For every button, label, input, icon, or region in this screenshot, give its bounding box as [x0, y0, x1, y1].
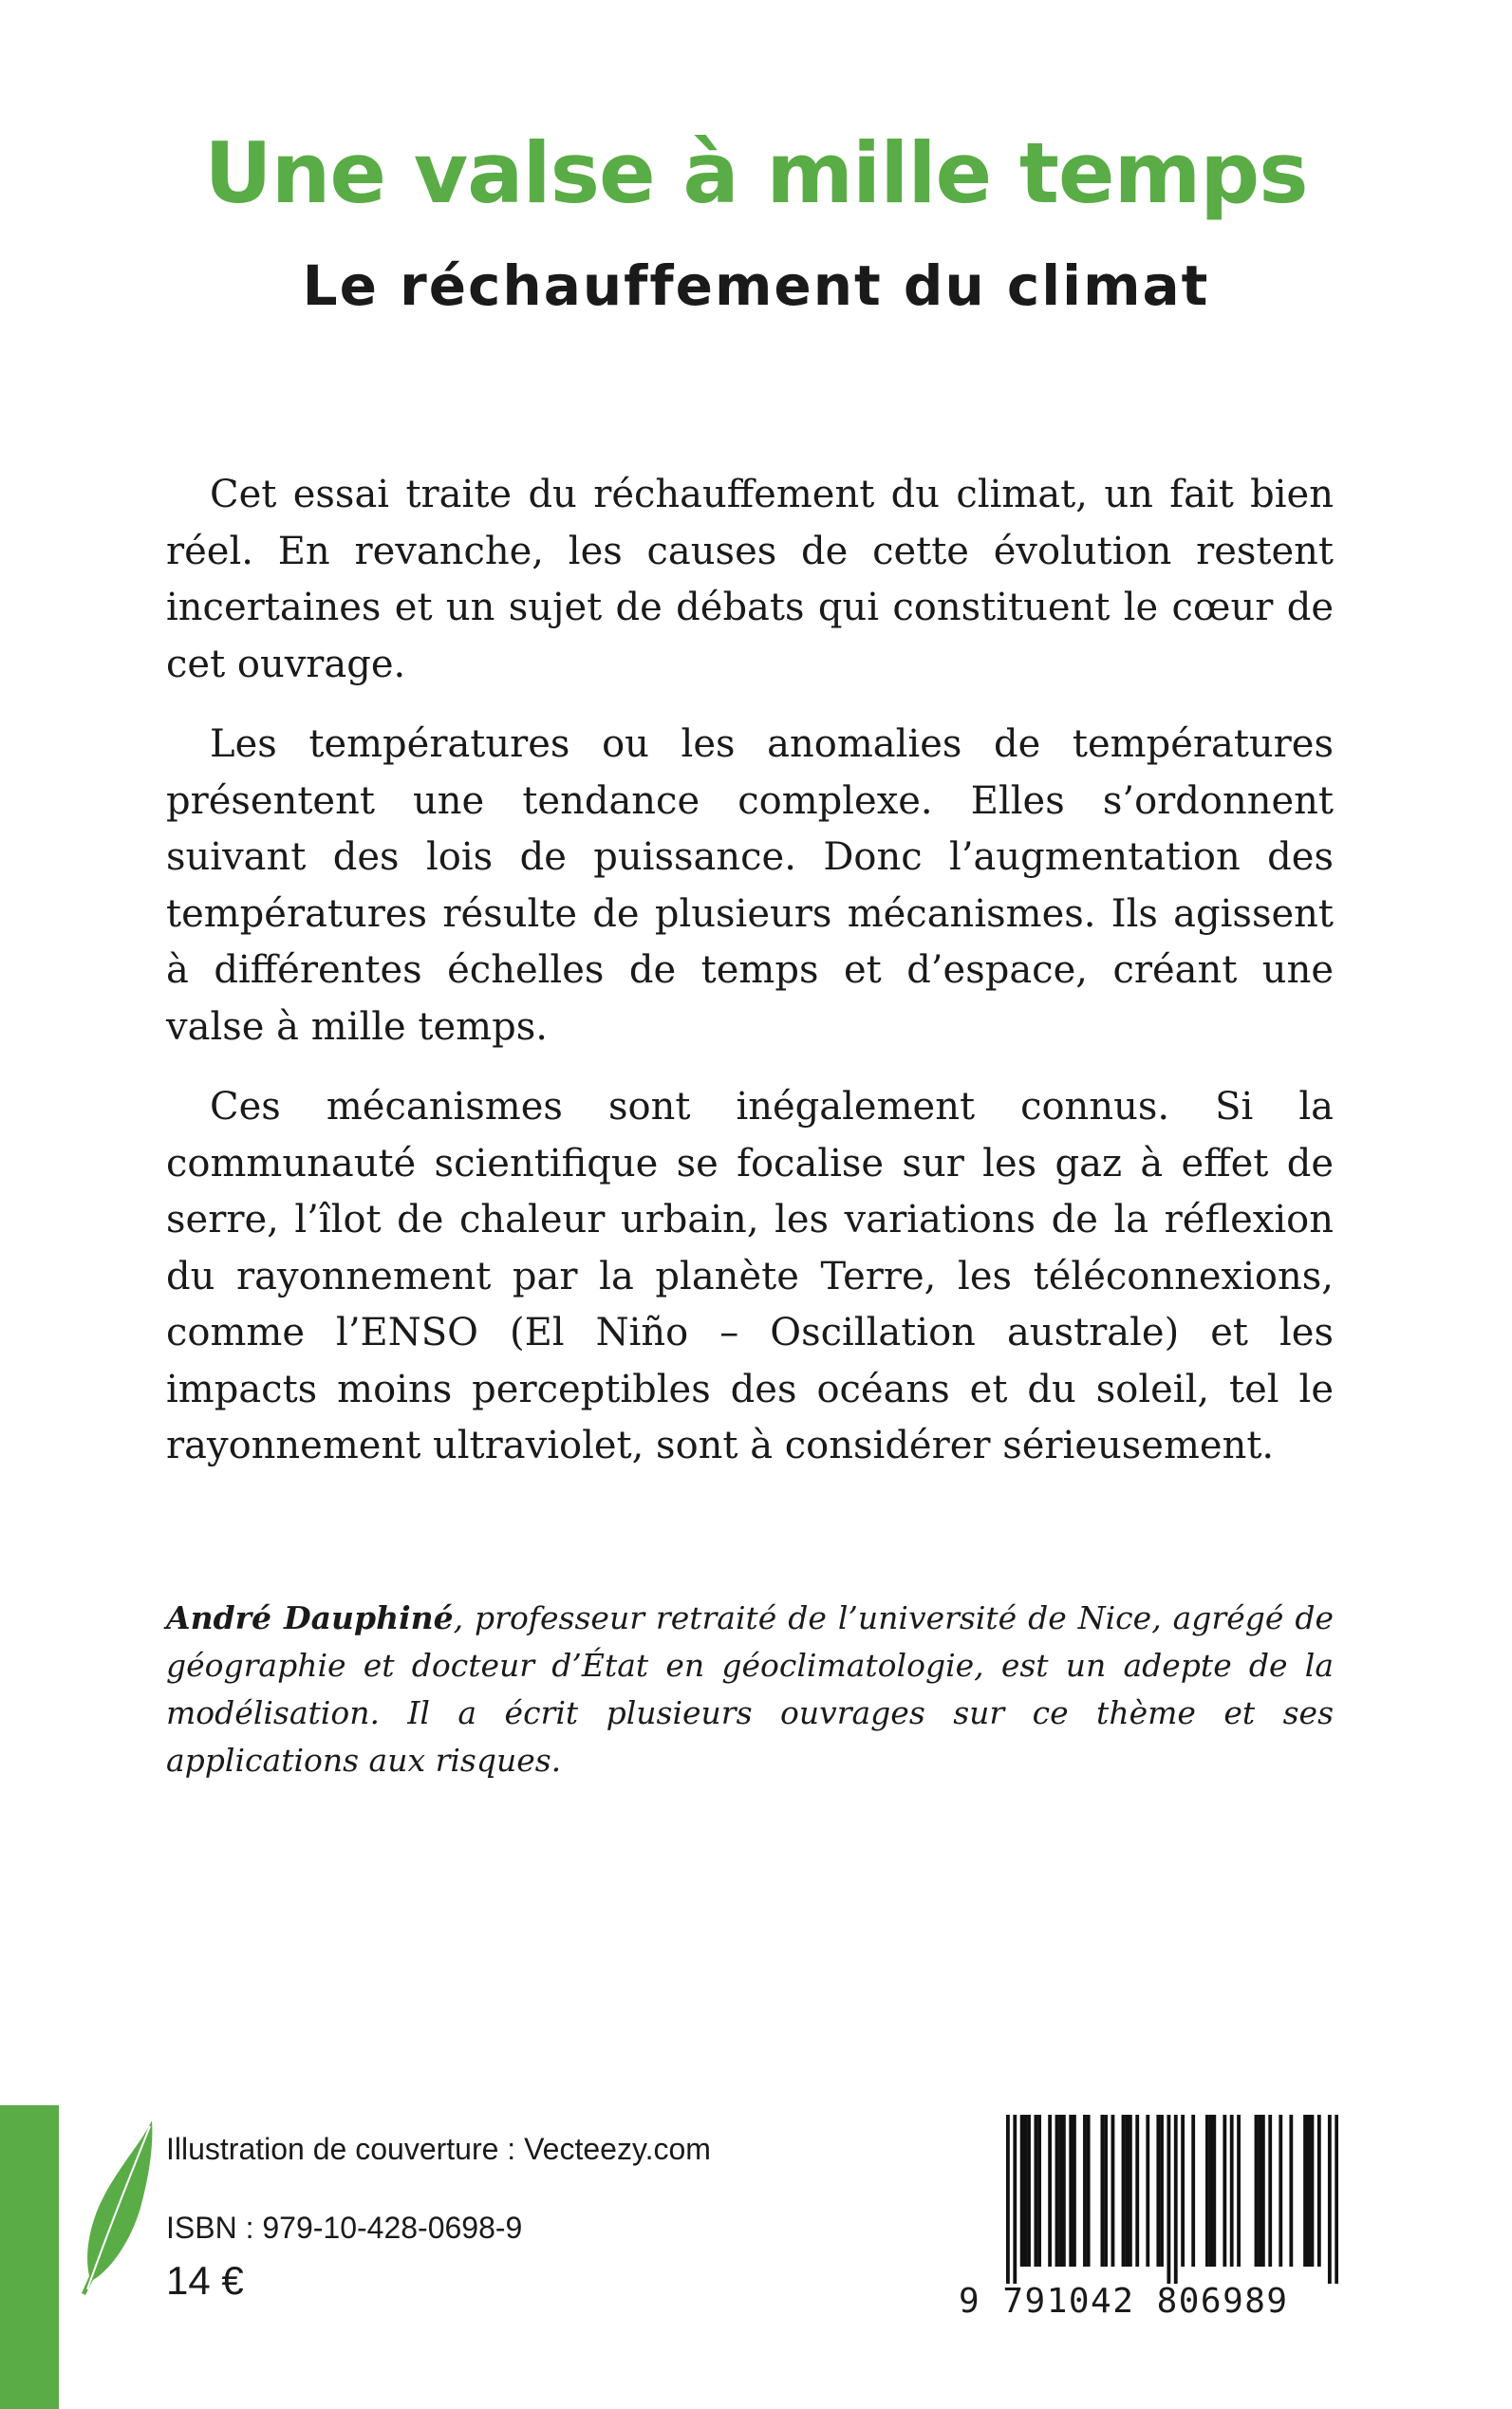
- barcode-bar: [1255, 2115, 1259, 2267]
- barcode-bar: [1156, 2115, 1160, 2267]
- book-title: Une valse à mille temps: [204, 124, 1308, 222]
- author-name: André Dauphiné: [166, 1599, 454, 1636]
- blurb-paragraph-3: Ces mécanismes sont inégalement connus. Si la communauté scientifique se focalise sur les gaz à effet de serre, l’îlot de chaleur urbain, les variations de la réflexion du rayonnement par la planète Terre, les téléconnexions, comme l’ENSO (El Niño – Oscillation australe) et les impacts moins perceptibles des océans et du soleil, tel le rayonnement ultraviolet, sont à considérer sérieusement.: [166, 1085, 1334, 1467]
- barcode-bar: [1212, 2115, 1216, 2267]
- barcode-bar: [1087, 2115, 1091, 2267]
- barcode-bar: [1006, 2115, 1010, 2284]
- barcode-bar: [1055, 2115, 1059, 2267]
- blurb-paragraph-1: Cet essai traite du réchauffement du climat, un fait bien réel. En revanche, les causes de cette évolution restent incertaines et un sujet de débats qui constituent le cœur de cet ouvrage.: [166, 473, 1334, 686]
- author-bio-text: , professeur retraité de l’université de Nice, agrégé de géographie et docteur d’État en géoclimatologie, est un adepte de la modélisation. Il a écrit plusieurs ouvrages sur ce thème et ses applications aux risques.: [166, 1599, 1335, 1779]
- barcode-bar: [1191, 2115, 1195, 2267]
- barcode-bar: [1037, 2115, 1041, 2267]
- barcode-bar: [1303, 2115, 1307, 2267]
- barcode-bar: [1048, 2115, 1052, 2267]
- barcode-bar: [1129, 2115, 1132, 2267]
- barcode-bar: [1307, 2115, 1311, 2267]
- barcode-bar: [1027, 2115, 1031, 2267]
- barcode-bar: [1237, 2115, 1241, 2267]
- barcode-bar: [1023, 2115, 1027, 2267]
- barcode-bar: [1062, 2115, 1066, 2267]
- barcode-bar: [1230, 2115, 1234, 2267]
- publisher-color-bar: [0, 2105, 59, 2409]
- barcode-bar: [1205, 2115, 1209, 2267]
- barcode-bar: [1328, 2115, 1332, 2284]
- barcode-bar: [1020, 2115, 1024, 2267]
- barcode-bar: [1100, 2115, 1104, 2267]
- book-price: 14 €: [166, 2258, 244, 2303]
- barcode-bar: [1069, 2115, 1073, 2267]
- barcode-bar: [1122, 2115, 1126, 2267]
- feather-icon: [74, 2117, 159, 2297]
- barcode-bar: [1174, 2115, 1178, 2284]
- barcode-bar: [1034, 2115, 1037, 2267]
- barcode-bar: [1013, 2115, 1017, 2284]
- barcode-bar: [1335, 2115, 1338, 2284]
- barcode-bar: [1261, 2115, 1265, 2267]
- barcode-bar: [1104, 2115, 1108, 2267]
- barcode-bar: [1317, 2115, 1321, 2267]
- barcode-bar: [1058, 2115, 1062, 2267]
- barcode-bar: [1083, 2115, 1087, 2267]
- barcode-digits: 9 791042 806989: [959, 2282, 1289, 2321]
- barcode-bar: [1146, 2115, 1149, 2267]
- isbn-number: ISBN : 979-10-428-0698-9: [166, 2211, 523, 2245]
- blurb-text: [166, 467, 1334, 1499]
- barcode-bar: [1111, 2115, 1115, 2267]
- illustration-credit: Illustration de couverture : Vecteezy.com: [166, 2132, 711, 2166]
- barcode-bars: [1006, 2115, 1338, 2284]
- book-subtitle: Le réchauffement du climat: [302, 253, 1210, 318]
- blurb-paragraph-2: Les températures ou les anomalies de températures présentent une tendance complexe. Elles s’ordonnent suivant des lois de puissance. Donc l’augmentation des températures résulte de plusieurs mécanismes. Ils agissent à différentes échelles de temps et d’espace, créant une valse à mille temps.: [166, 722, 1334, 1049]
- barcode-bar: [1125, 2115, 1129, 2267]
- barcode-bar: [1268, 2115, 1272, 2267]
- author-bio: [166, 1595, 1334, 1784]
- barcode: [959, 2115, 1338, 2325]
- barcode-bar: [1160, 2115, 1164, 2267]
- barcode-bar: [1167, 2115, 1170, 2284]
- barcode-bar: [1258, 2115, 1261, 2267]
- barcode-bar: [1073, 2115, 1076, 2267]
- barcode-bar: [1223, 2115, 1226, 2267]
- barcode-bar: [1209, 2115, 1213, 2267]
- barcode-bar: [1135, 2115, 1139, 2267]
- barcode-bar: [1289, 2115, 1293, 2267]
- barcode-bar: [1181, 2115, 1185, 2267]
- barcode-bar: [1311, 2115, 1315, 2267]
- barcode-bar: [1279, 2115, 1282, 2267]
